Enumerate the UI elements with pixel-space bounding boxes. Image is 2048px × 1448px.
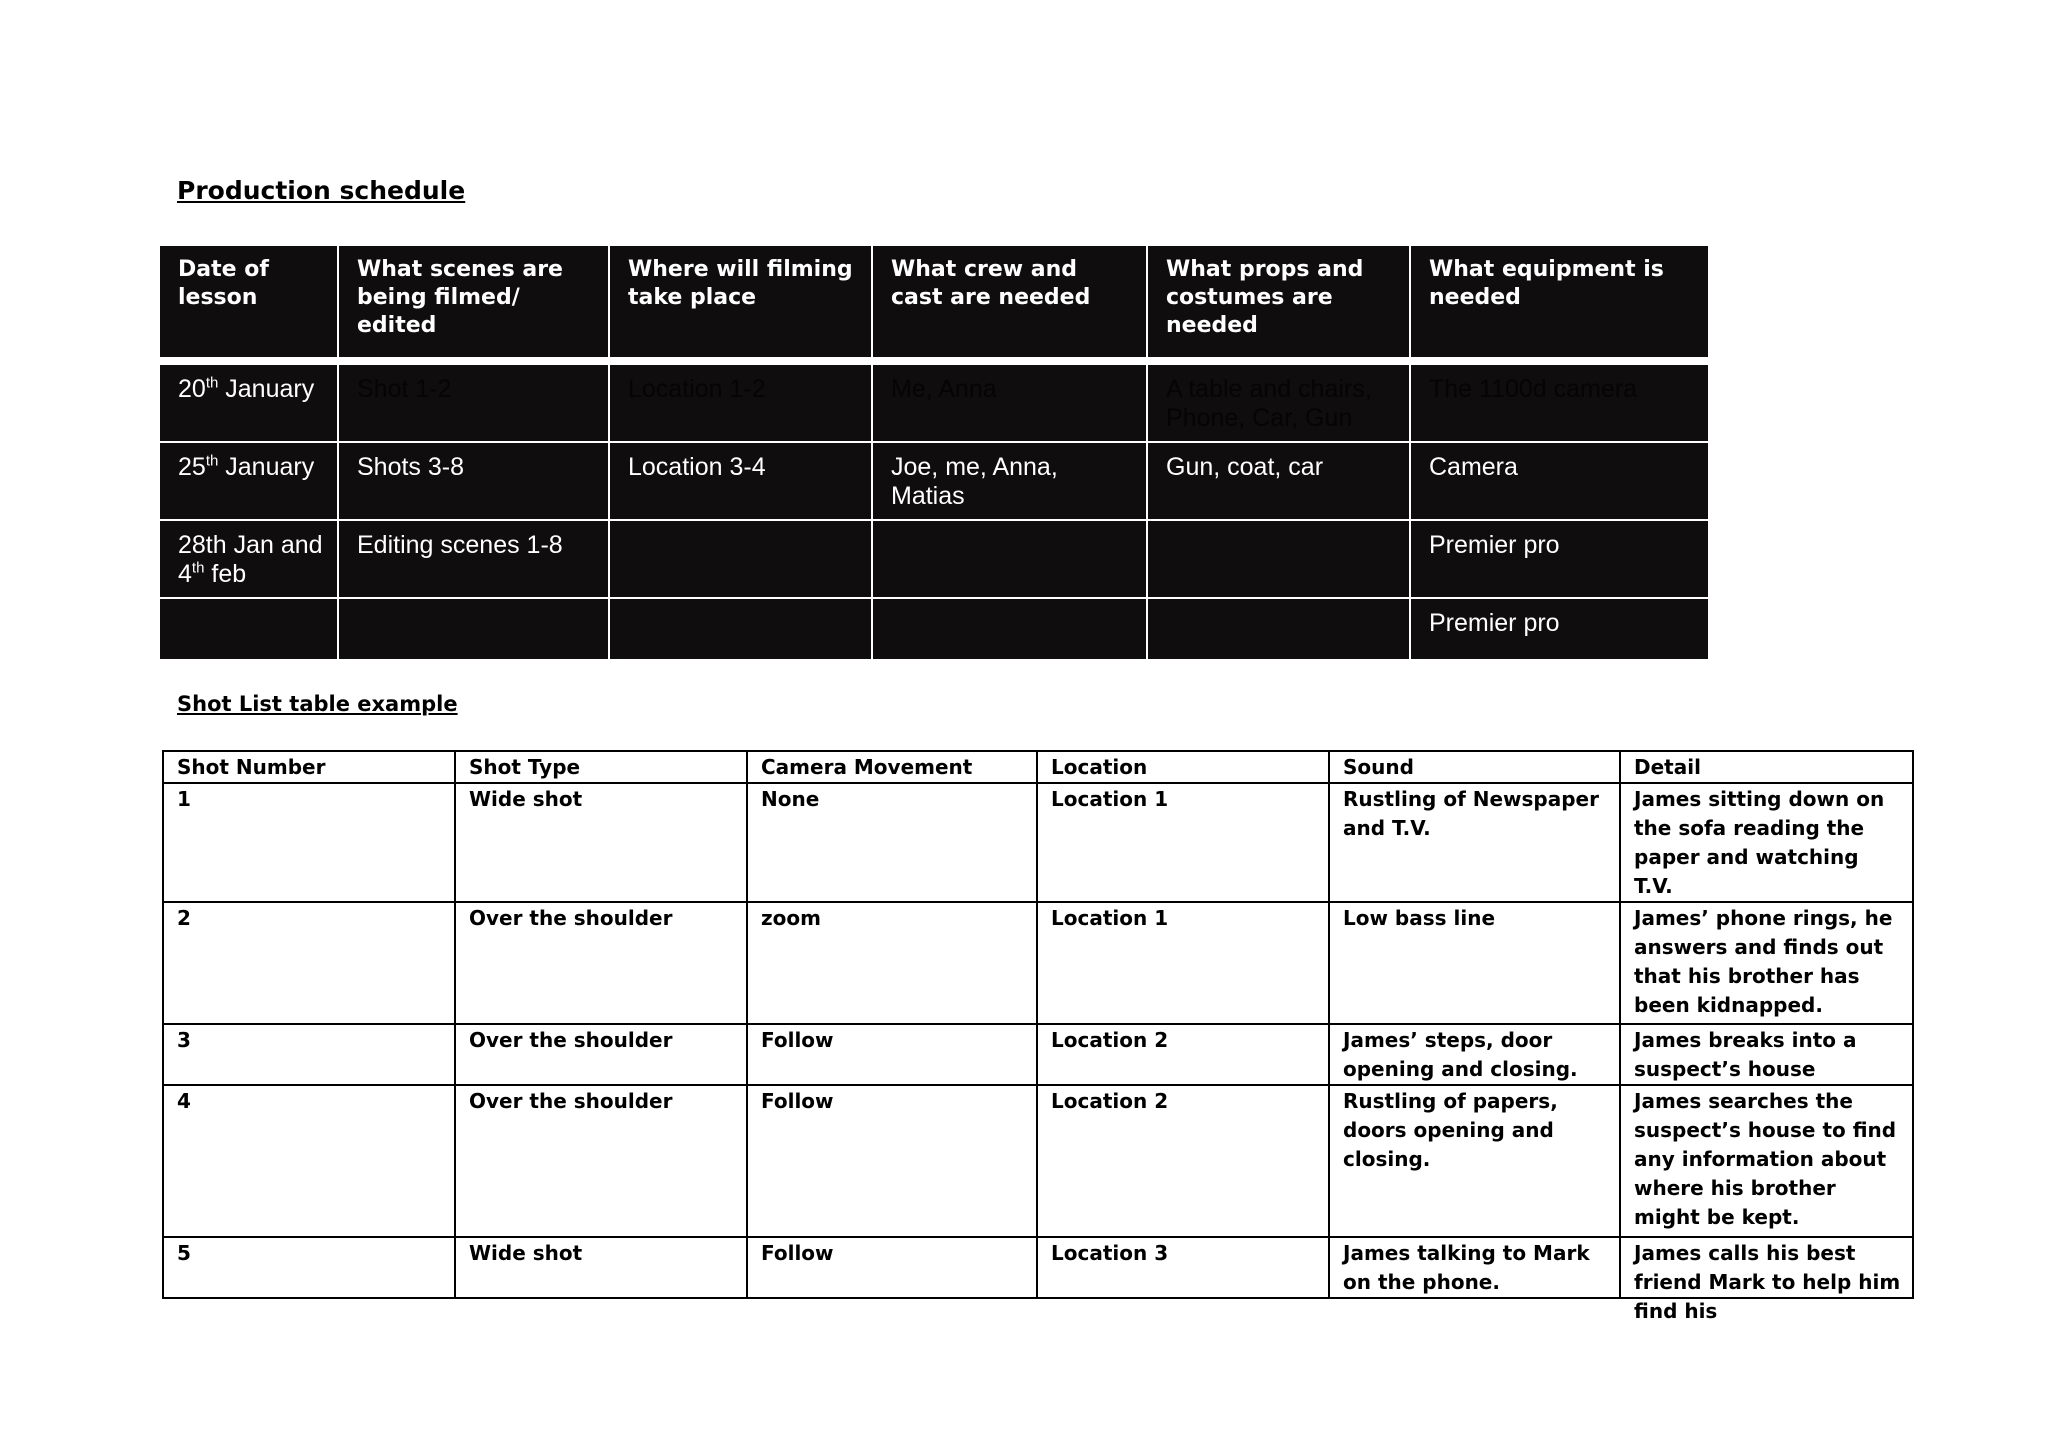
shot-list-table (162, 750, 1914, 1323)
schedule-cell-date: 20th January (159, 361, 338, 442)
shot-location: Location 2 (1037, 1024, 1329, 1085)
page-title: Production schedule (177, 176, 466, 205)
schedule-cell-props: A table and chairs, Phone, Car, Gun (1147, 361, 1410, 442)
shot-sound: Rustling of Newspaper and T.V. (1329, 783, 1620, 902)
shot-number: 4 (163, 1085, 455, 1237)
shot-movement: None (747, 783, 1037, 902)
shot-number: 2 (163, 902, 455, 1024)
schedule-cell-scenes: Shot 1-2 (338, 361, 609, 442)
shot-number: 3 (163, 1024, 455, 1085)
shotlist-header-type: Shot Type (455, 751, 747, 783)
shot-movement: zoom (747, 902, 1037, 1024)
shot-detail-text: James calls his best friend Mark to help him find his (1634, 1241, 1901, 1323)
shot-detail: James sitting down on the sofa reading the paper and watching T.V. (1620, 783, 1913, 902)
shotlist-header-movement: Camera Movement (747, 751, 1037, 783)
shot-movement: Follow (747, 1237, 1037, 1298)
schedule-row (159, 442, 1709, 520)
schedule-cell-scenes: Shots 3-8 (338, 442, 609, 520)
shot-sound (1329, 1237, 1620, 1298)
schedule-cell-crew (872, 598, 1147, 660)
schedule-row (159, 598, 1709, 660)
shotlist-row (163, 1085, 1913, 1237)
schedule-cell-crew: Me, Anna (872, 361, 1147, 442)
schedule-cell-equipment: Premier pro (1410, 598, 1709, 660)
shot-location: Location 3 (1037, 1237, 1329, 1298)
schedule-header-equipment: What equipment is needed (1410, 245, 1709, 361)
schedule-cell-location (609, 520, 872, 598)
shot-location: Location 1 (1037, 902, 1329, 1024)
schedule-cell-equipment: The 1100d camera (1410, 361, 1709, 442)
shot-detail (1620, 1237, 1913, 1323)
shot-movement: Follow (747, 1024, 1037, 1085)
production-schedule-table (158, 244, 1710, 661)
schedule-cell-date (159, 598, 338, 660)
shotlist-title: Shot List table example (177, 692, 458, 716)
schedule-row (159, 520, 1709, 598)
schedule-row (159, 361, 1709, 442)
shot-number: 1 (163, 783, 455, 902)
shot-type: Over the shoulder (455, 902, 747, 1024)
shot-sound: Low bass line (1329, 902, 1620, 1024)
shotlist-row (163, 783, 1913, 902)
schedule-header-location: Where will filming take place (609, 245, 872, 361)
shot-movement: Follow (747, 1085, 1037, 1237)
schedule-cell-props (1147, 520, 1410, 598)
shot-detail: James’ phone rings, he answers and finds out that his brother has been kidnapped. (1620, 902, 1913, 1024)
schedule-cell-location: Location 1-2 (609, 361, 872, 442)
schedule-cell-equipment: Premier pro (1410, 520, 1709, 598)
schedule-cell-location: Location 3-4 (609, 442, 872, 520)
shot-sound-text: James talking to Mark on the phone. (1343, 1241, 1590, 1294)
shotlist-header-number: Shot Number (163, 751, 455, 783)
shotlist-row (163, 902, 1913, 1024)
shotlist-header-sound: Sound (1329, 751, 1620, 783)
schedule-cell-scenes (338, 598, 609, 660)
shot-detail: James breaks into a suspect’s house (1620, 1024, 1913, 1085)
schedule-cell-date: 28th Jan and 4th feb (159, 520, 338, 598)
schedule-header-row (159, 245, 1709, 361)
shotlist-header-row (163, 751, 1913, 783)
schedule-cell-scenes: Editing scenes 1-8 (338, 520, 609, 598)
schedule-header-crew: What crew and cast are needed (872, 245, 1147, 361)
shot-location: Location 2 (1037, 1085, 1329, 1237)
schedule-header-date: Date of lesson (159, 245, 338, 361)
shot-type: Over the shoulder (455, 1024, 747, 1085)
schedule-header-scenes: What scenes are being filmed/ edited (338, 245, 609, 361)
shot-number: 5 (163, 1237, 455, 1298)
shotlist-header-location: Location (1037, 751, 1329, 783)
shotlist-row (163, 1024, 1913, 1085)
schedule-cell-date: 25th January (159, 442, 338, 520)
schedule-cell-equipment: Camera (1410, 442, 1709, 520)
schedule-cell-props (1147, 598, 1410, 660)
shot-type: Wide shot (455, 783, 747, 902)
shot-detail: James searches the suspect’s house to find any information about where his brother might be kept. (1620, 1085, 1913, 1237)
schedule-cell-crew: Joe, me, Anna, Matias (872, 442, 1147, 520)
schedule-cell-props: Gun, coat, car (1147, 442, 1410, 520)
schedule-cell-location (609, 598, 872, 660)
shot-type: Over the shoulder (455, 1085, 747, 1237)
shot-sound: Rustling of papers, doors opening and closing. (1329, 1085, 1620, 1237)
schedule-header-props: What props and costumes are needed (1147, 245, 1410, 361)
shot-sound: James’ steps, door opening and closing. (1329, 1024, 1620, 1085)
schedule-cell-crew (872, 520, 1147, 598)
shotlist-header-detail: Detail (1620, 751, 1913, 783)
shot-type: Wide shot (455, 1237, 747, 1298)
shot-location: Location 1 (1037, 783, 1329, 902)
shotlist-row (163, 1237, 1913, 1298)
